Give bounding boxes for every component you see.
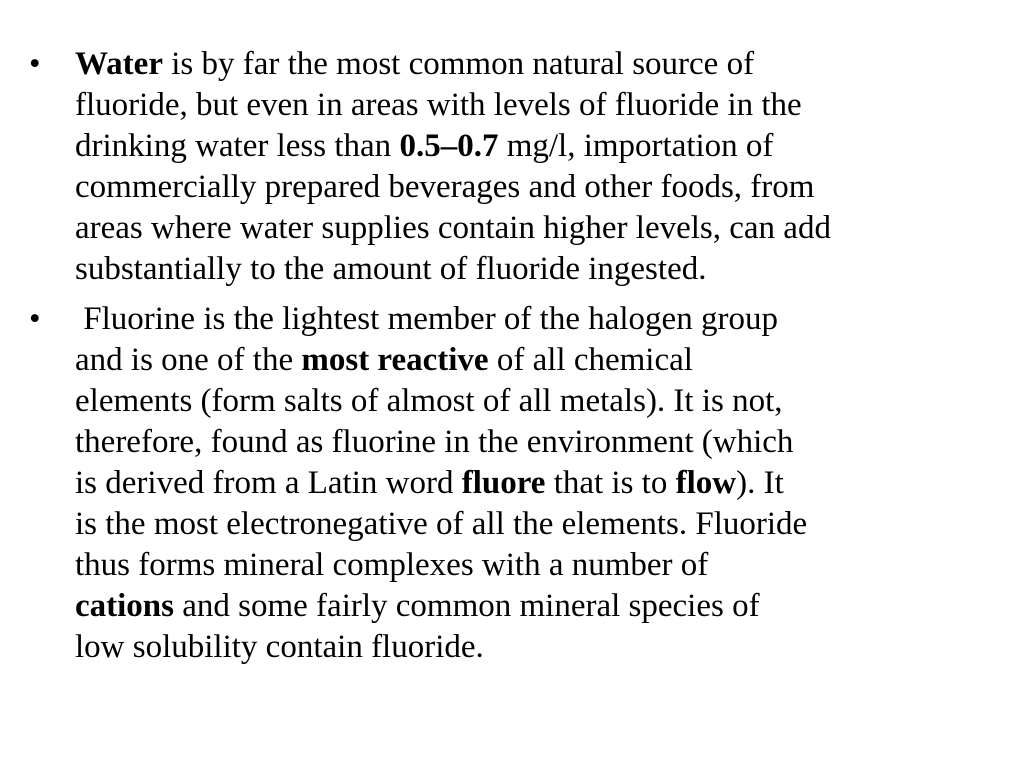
bold-text: cations bbox=[75, 588, 174, 624]
bullet-icon: • bbox=[29, 301, 41, 337]
text-line bbox=[75, 545, 708, 586]
bold-text: fluore bbox=[461, 465, 546, 501]
bold-text: Water bbox=[75, 46, 163, 82]
text-line bbox=[75, 44, 754, 85]
text-line bbox=[75, 422, 793, 463]
text-segment: therefore, found as fluorine in the environment (which bbox=[75, 424, 794, 460]
text-segment: and is one of the bbox=[75, 342, 302, 378]
text-line bbox=[75, 463, 784, 504]
text-segment: substantially to the amount of fluoride ingested. bbox=[75, 251, 707, 287]
text-segment: fluoride, but even in areas with levels of fluoride in the bbox=[75, 87, 802, 123]
text-line bbox=[75, 167, 814, 208]
text-segment: drinking water less than bbox=[75, 128, 400, 164]
text-segment: elements (form salts of almost of all metals). It is not, bbox=[75, 383, 783, 419]
text-line bbox=[75, 586, 760, 627]
text-segment: is by far the most common natural source of bbox=[162, 46, 755, 82]
text-line bbox=[75, 249, 706, 290]
text-segment: thus forms mineral complexes with a number of bbox=[75, 547, 709, 583]
bullet-icon: • bbox=[29, 46, 41, 82]
text-line bbox=[75, 299, 778, 340]
bold-text: flow bbox=[675, 465, 737, 501]
text-segment: is derived from a Latin word bbox=[75, 465, 462, 501]
text-segment: commercially prepared beverages and other foods, from bbox=[75, 169, 815, 205]
text-line bbox=[75, 340, 693, 381]
text-segment: and some fairly common mineral species of bbox=[174, 588, 760, 624]
text-segment: Fluorine is the lightest member of the halogen group bbox=[75, 301, 778, 337]
text-line bbox=[75, 85, 802, 126]
text-line bbox=[75, 208, 831, 249]
text-segment: mg/l, importation of bbox=[498, 128, 774, 164]
text-line bbox=[75, 504, 807, 545]
text-segment: that is to bbox=[545, 465, 676, 501]
text-segment: ). It bbox=[736, 465, 784, 501]
text-segment: areas where water supplies contain higher levels, can add bbox=[75, 210, 831, 246]
bold-text: 0.5–0.7 bbox=[399, 128, 499, 164]
text-line bbox=[75, 381, 783, 422]
text-line bbox=[75, 126, 773, 167]
text-line bbox=[75, 627, 484, 668]
text-segment: low solubility contain fluoride. bbox=[75, 629, 484, 665]
bold-text: most reactive bbox=[301, 342, 489, 378]
text-segment: is the most electronegative of all the elements. Fluoride bbox=[75, 506, 808, 542]
text-segment: of all chemical bbox=[488, 342, 693, 378]
